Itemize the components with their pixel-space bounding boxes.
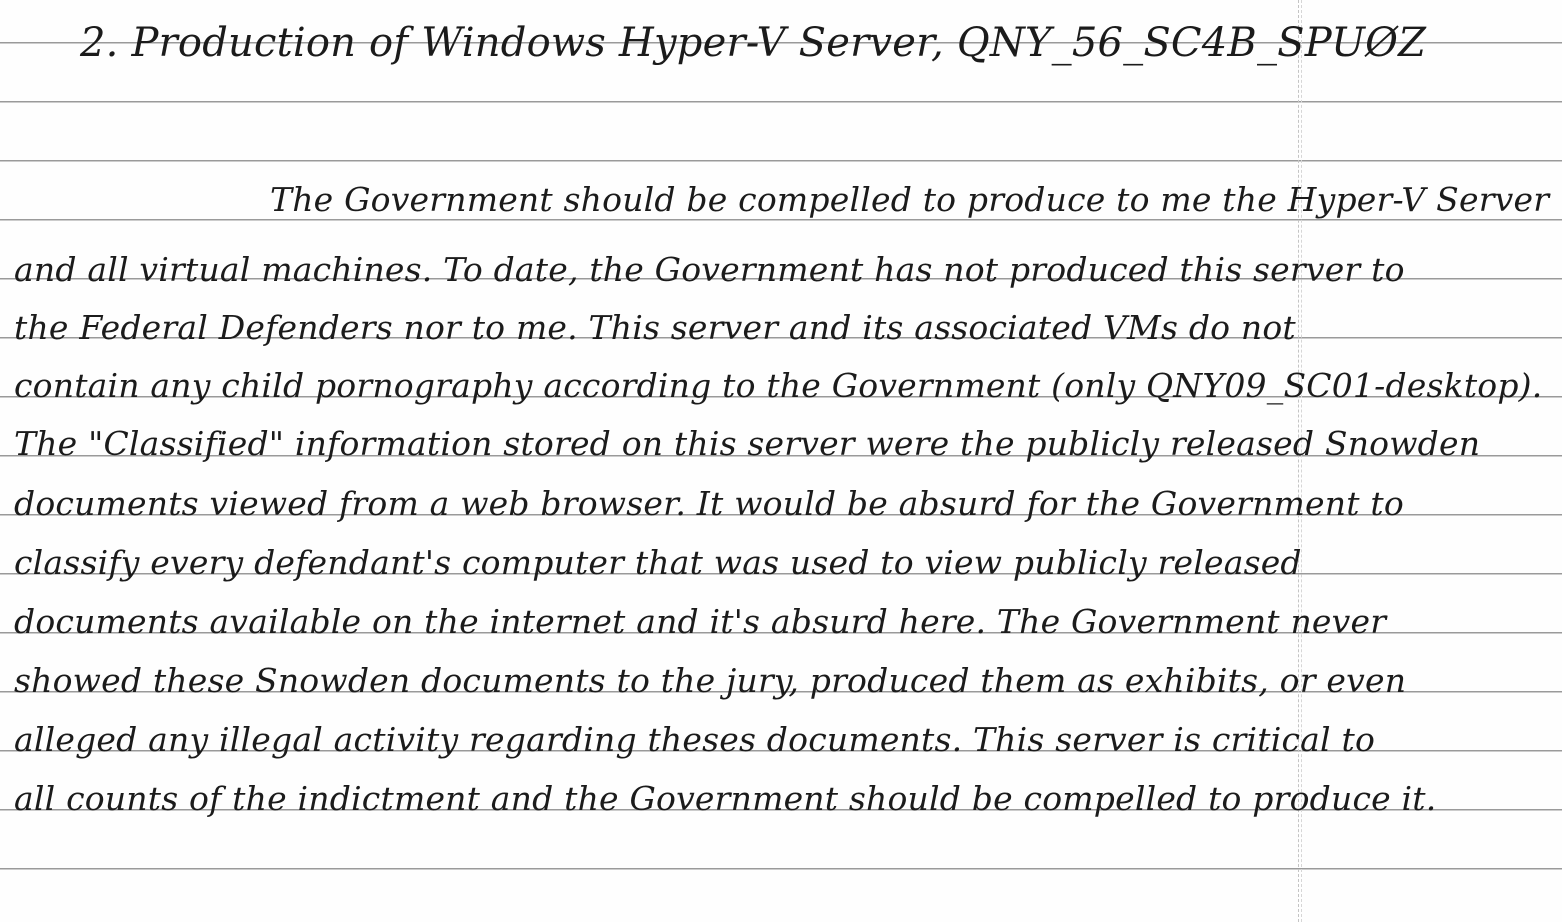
paragraph-line: classify every defendant's computer that was used to view publicly released: [14, 543, 1302, 582]
paragraph-line: documents available on the internet and it's absurd here. The Government never: [14, 602, 1387, 641]
section-heading: 2. Production of Windows Hyper-V Server, QNY_56_SC4B_SPUØZ: [80, 20, 1427, 66]
paragraph-line: all counts of the indictment and the Government should be compelled to produce it.: [14, 779, 1437, 818]
paragraph-line: and all virtual machines. To date, the Government has not produced this server to: [14, 250, 1405, 289]
paragraph-line: The Government should be compelled to produce to me the Hyper-V Server: [270, 180, 1550, 219]
paragraph-line: the Federal Defenders nor to me. This server and its associated VMs do not: [14, 308, 1296, 347]
paragraph-line: alleged any illegal activity regarding theses documents. This server is critical to: [14, 720, 1376, 759]
paragraph-line: documents viewed from a web browser. It would be absurd for the Government to: [14, 484, 1404, 523]
paragraph-line: The "Classified" information stored on this server were the publicly released Snowden: [14, 424, 1481, 463]
paragraph-line: contain any child pornography according to the Government (only QNY09_SC01-desktop).: [14, 366, 1543, 405]
paragraph-line: showed these Snowden documents to the jury, produced them as exhibits, or even: [14, 661, 1407, 700]
